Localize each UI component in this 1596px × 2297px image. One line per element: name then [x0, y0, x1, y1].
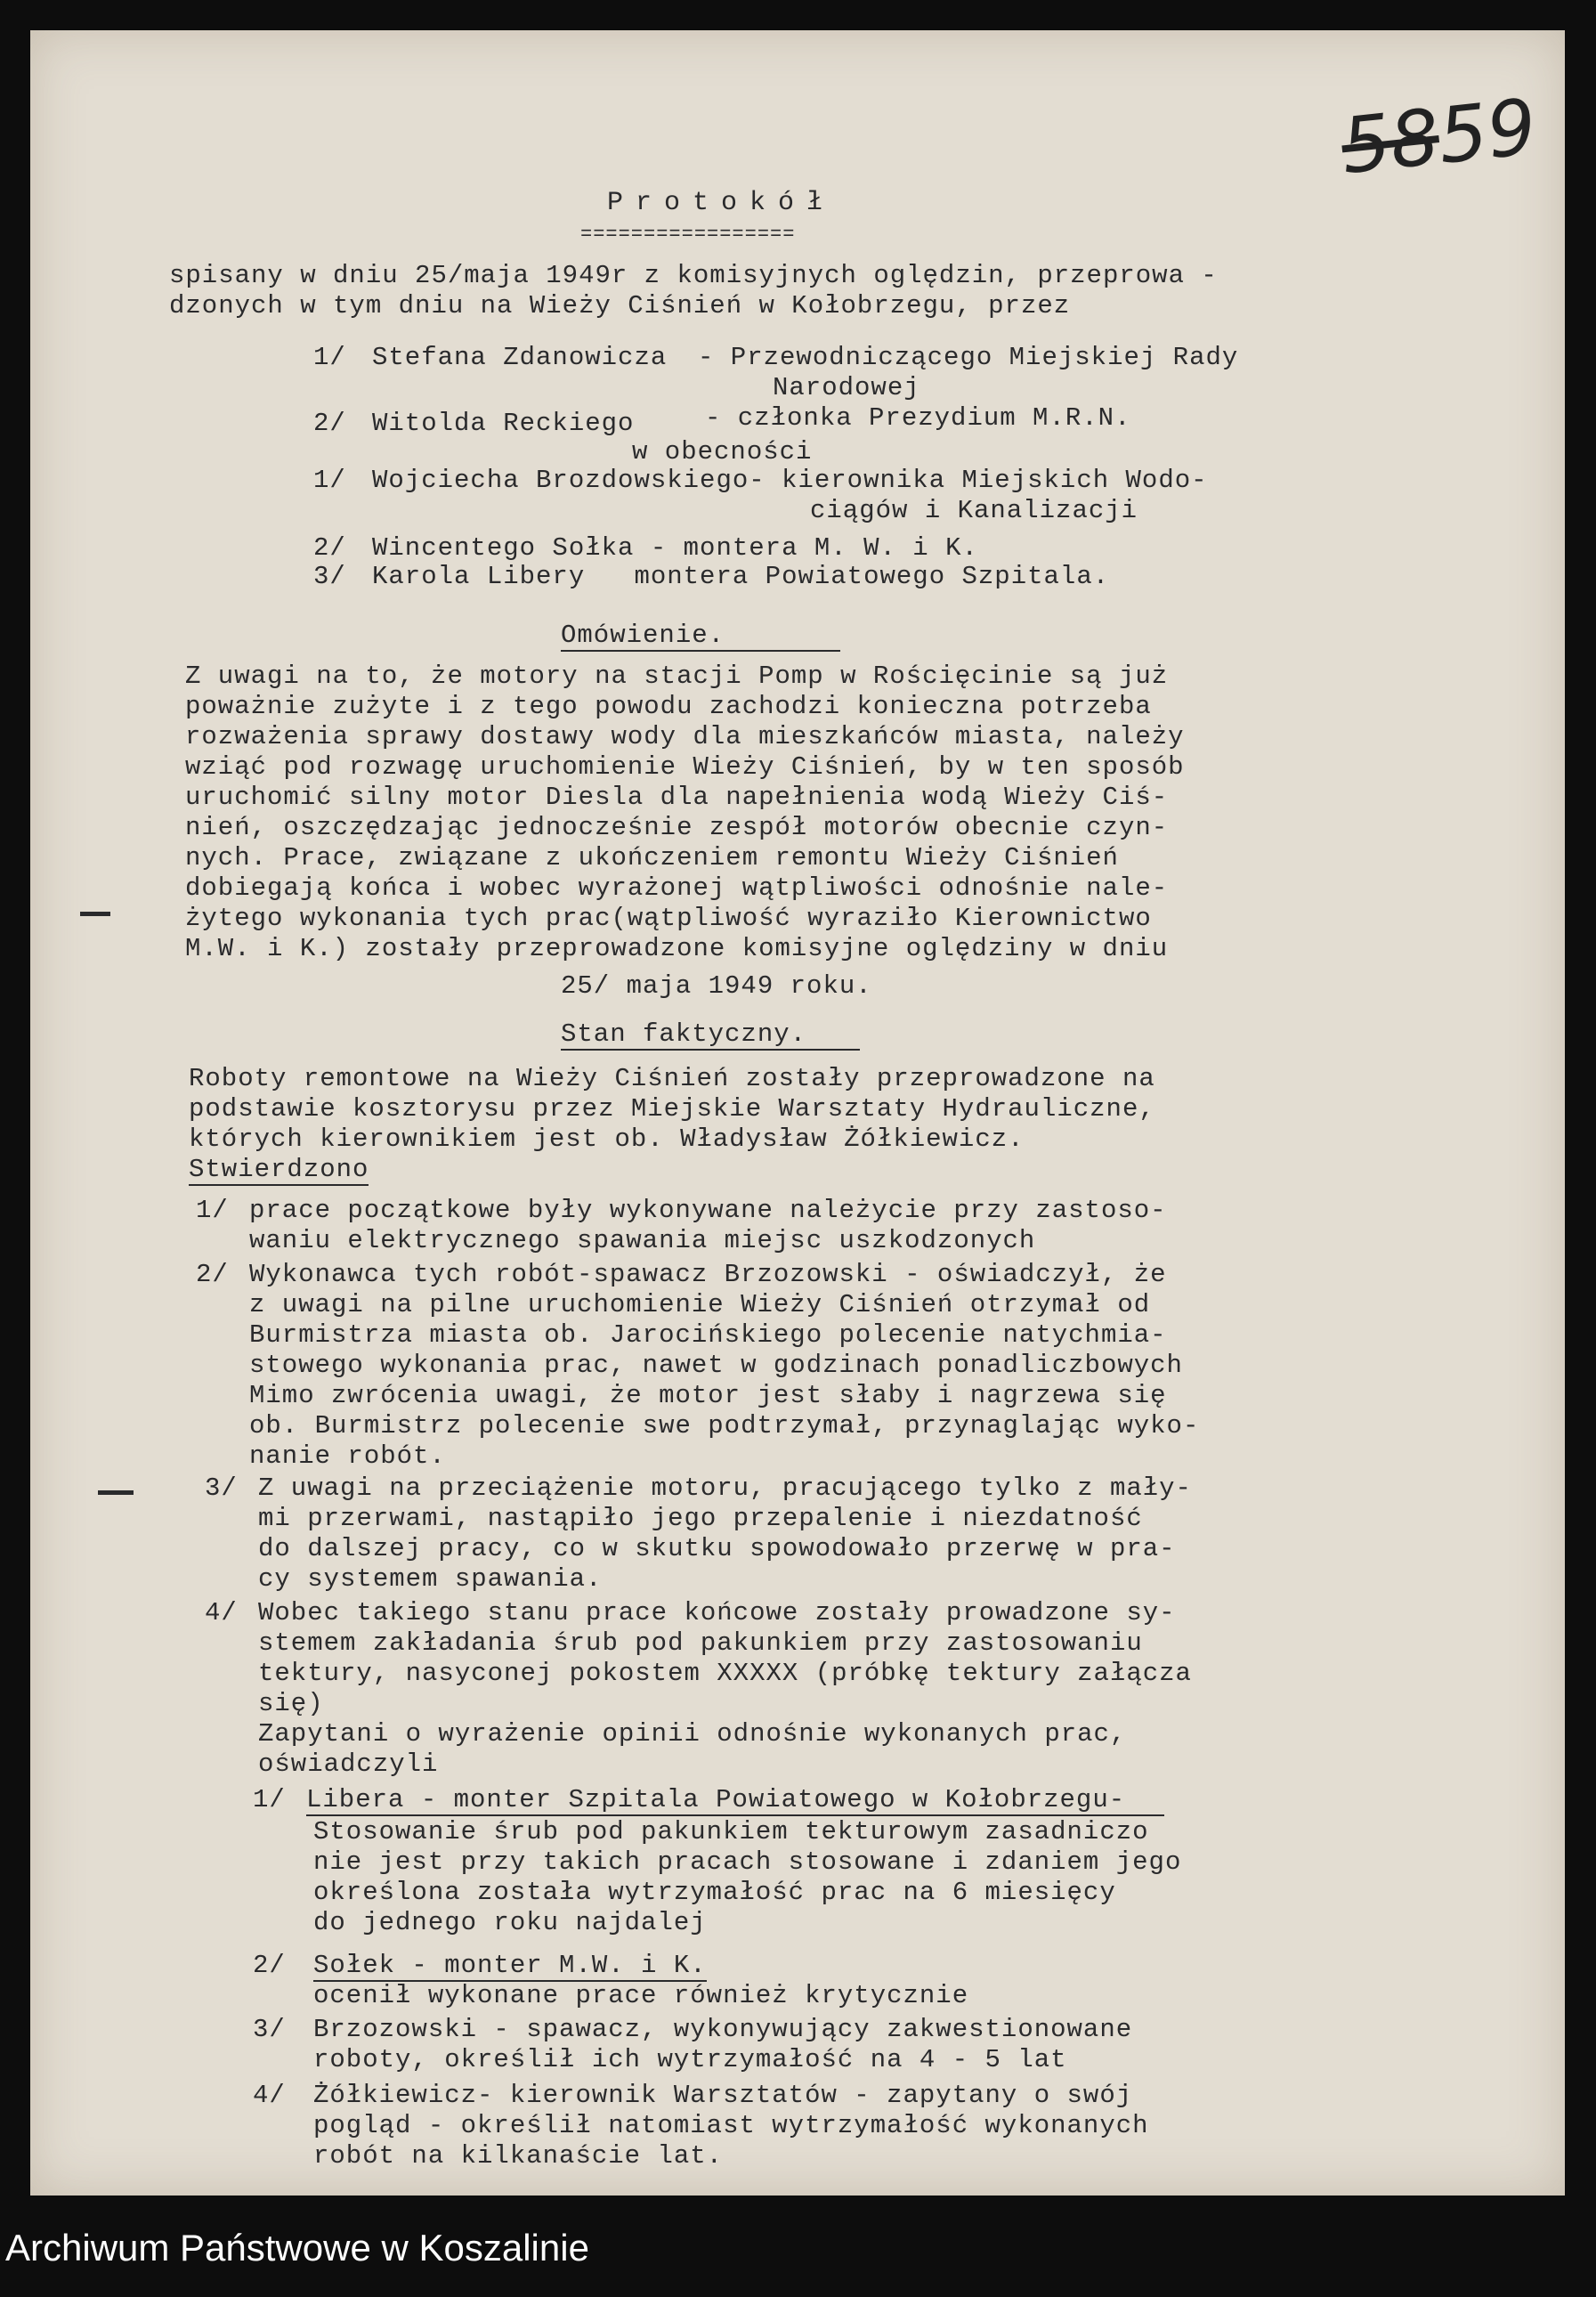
body-line: Z uwagi na to, że motory na stacji Pomp w Rościęcinie są już	[185, 662, 1169, 691]
body-line: których kierownikiem jest ob. Władysław Żółkiewicz.	[189, 1124, 1025, 1154]
finding-line: tektury, nasyconej pokostem XXXXX (próbkę tektury załącza	[258, 1659, 1192, 1688]
opinion-line: do jednego roku najdalej	[313, 1908, 707, 1937]
body-line: nień, oszczędzając jednocześnie zespół motorów obecnie czyn-	[185, 813, 1169, 842]
margin-mark	[98, 1490, 134, 1495]
witness-text: Karola Libery montera Powiatowego Szpitala.	[372, 562, 1110, 591]
opinion-num: 2/	[253, 1951, 286, 1980]
finding-line: Burmistrza miasta ob. Jarocińskiego polecenie natychmia-	[249, 1320, 1167, 1350]
finding-line: do dalszej pracy, co w skutku spowodowało przerwę w pra-	[258, 1534, 1176, 1563]
page-number	[1337, 83, 1540, 191]
finding-line: Mimo zwrócenia uwagi, że motor jest słaby i nagrzewa się	[249, 1381, 1167, 1410]
archive-footer: Archiwum Państwowe w Koszalinie	[5, 2227, 589, 2269]
finding-line: się)	[258, 1689, 324, 1718]
finding-line: Wykonawca tych robót-spawacz Brzozowski - oświadczył, że	[249, 1260, 1167, 1289]
witness-num: 3/	[313, 562, 346, 591]
section-heading-omowienie: Omówienie.	[561, 621, 840, 652]
opinion-line: Brzozowski - spawacz, wykonywujący zakwestionowane	[313, 2015, 1133, 2044]
body-line: 25/ maja 1949 roku.	[561, 971, 872, 1001]
opinion-line: określona została wytrzymałość prac na 6 miesięcy	[313, 1878, 1116, 1907]
opinion-line: ocenił wykonane prace również krytycznie	[313, 1981, 969, 2010]
intro-line: dzonych w tym dniu na Wieży Ciśnień w Kołobrzegu, przez	[169, 291, 1071, 321]
witness-text: Wojciecha Brozdowskiego- kierownika Miejskich Wodo-	[372, 466, 1208, 495]
finding-line: prace początkowe były wykonywane należycie przy zastoso-	[249, 1196, 1167, 1225]
opinion-line: Stosowanie śrub pod pakunkiem tekturowym zasadniczo	[313, 1817, 1149, 1847]
body-line: nych. Prace, związane z ukończeniem remontu Wieży Ciśnień	[185, 843, 1119, 873]
witness-text: ciągów i Kanalizacji	[810, 496, 1138, 525]
body-line: Roboty remontowe na Wieży Ciśnień zostały przeprowadzone na	[189, 1064, 1155, 1093]
opinion-num: 4/	[253, 2081, 286, 2110]
body-line: M.W. i K.) zostały przeprowadzone komisyjne oględziny w dniu	[185, 934, 1169, 963]
opinion-line: roboty, określił ich wytrzymałość na 4 - 5 lat	[313, 2045, 1067, 2074]
document-title: Protokół	[607, 188, 836, 218]
document-page	[30, 30, 1565, 2196]
finding-line: nanie robót.	[249, 1441, 446, 1471]
finding-num: 1/	[196, 1196, 229, 1225]
intro-line: spisany w dniu 25/maja 1949r z komisyjnych oględzin, przeprowa -	[169, 261, 1218, 290]
body-line: żytego wykonania tych prac(wątpliwość wyraziło Kierownictwo	[185, 904, 1152, 933]
finding-line: waniu elektrycznego spawania miejsc uszkodzonych	[249, 1226, 1036, 1255]
opinion-num: 3/	[253, 2015, 286, 2044]
finding-line: stemem zakładania śrub pod pakunkiem przy zastosowaniu	[258, 1628, 1143, 1658]
commission-name: Stefana Zdanowicza	[372, 343, 668, 372]
opinion-line: Żółkiewicz- kierownik Warsztatów - zapytany o swój	[313, 2081, 1133, 2110]
opinion-line: nie jest przy takich pracach stosowane i zdaniem jego	[313, 1847, 1182, 1877]
finding-line: stowego wykonania prac, nawet w godzinach ponadliczbowych	[249, 1351, 1183, 1380]
commission-role: - członka Prezydium M.R.N.	[705, 403, 1131, 433]
commission-role: - Przewodniczącego Miejskiej Rady	[698, 343, 1239, 372]
opinion-line: pogląd - określił natomiast wytrzymałość wykonanych	[313, 2111, 1149, 2140]
witness-text: Wincentego Sołka - montera M. W. i K.	[372, 533, 978, 563]
commission-role: Narodowej	[773, 373, 920, 402]
finding-line: oświadczyli	[258, 1749, 439, 1779]
finding-line: z uwagi na pilne uruchomienie Wieży Ciśnień otrzymał od	[249, 1290, 1151, 1319]
finding-num: 2/	[196, 1260, 229, 1289]
page-number-old: 58	[1337, 93, 1444, 192]
title-rule: =================	[580, 223, 796, 246]
opinion-num: 1/	[253, 1785, 286, 1814]
commission-num: 2/	[313, 409, 346, 438]
body-line: rozważenia sprawy dostawy wody dla mieszkańców miasta, należy	[185, 722, 1185, 751]
presence-label: w obecności	[632, 437, 813, 467]
opinion-line: robót na kilkanaście lat.	[313, 2141, 724, 2171]
finding-num: 3/	[205, 1473, 238, 1503]
finding-line: ob. Burmistrz polecenie swe podtrzymał, przynaglając wyko-	[249, 1411, 1200, 1441]
body-line: poważnie zużyte i z tego powodu zachodzi konieczna potrzeba	[185, 692, 1152, 721]
body-line: wziąć pod rozwagę uruchomienie Wieży Ciśnień, by w ten sposób	[185, 752, 1185, 782]
opinion-head: Sołek - monter M.W. i K.	[313, 1951, 707, 1980]
stwierdzono-label: Stwierdzono	[189, 1155, 369, 1184]
finding-line: cy systemem spawania.	[258, 1564, 603, 1594]
finding-line: Zapytani o wyrażenie opinii odnośnie wykonanych prac,	[258, 1719, 1127, 1749]
finding-line: mi przerwami, nastąpiło jego przepalenie i niezdatność	[258, 1504, 1143, 1533]
finding-line: Wobec takiego stanu prace końcowe zostały prowadzone sy-	[258, 1598, 1176, 1627]
commission-num: 1/	[313, 343, 346, 372]
finding-num: 4/	[205, 1598, 238, 1627]
witness-num: 2/	[313, 533, 346, 563]
body-line: uruchomić silny motor Diesla dla napełnienia wodą Wieży Ciś-	[185, 783, 1169, 812]
page-number-new: 59	[1434, 82, 1541, 182]
commission-name: Witolda Reckiego	[372, 409, 635, 438]
margin-mark	[80, 912, 110, 916]
opinion-head: Libera - monter Szpitala Powiatowego w Kołobrzegu-	[306, 1786, 1164, 1816]
section-heading-stan-faktyczny: Stan faktyczny.	[561, 1020, 860, 1051]
body-line: podstawie kosztorysu przez Miejskie Warsztaty Hydrauliczne,	[189, 1094, 1155, 1124]
witness-num: 1/	[313, 466, 346, 495]
finding-line: Z uwagi na przeciążenie motoru, pracującego tylko z mały-	[258, 1473, 1192, 1503]
body-line: dobiegają końca i wobec wyrażonej wątpliwości odnośnie nale-	[185, 873, 1169, 903]
